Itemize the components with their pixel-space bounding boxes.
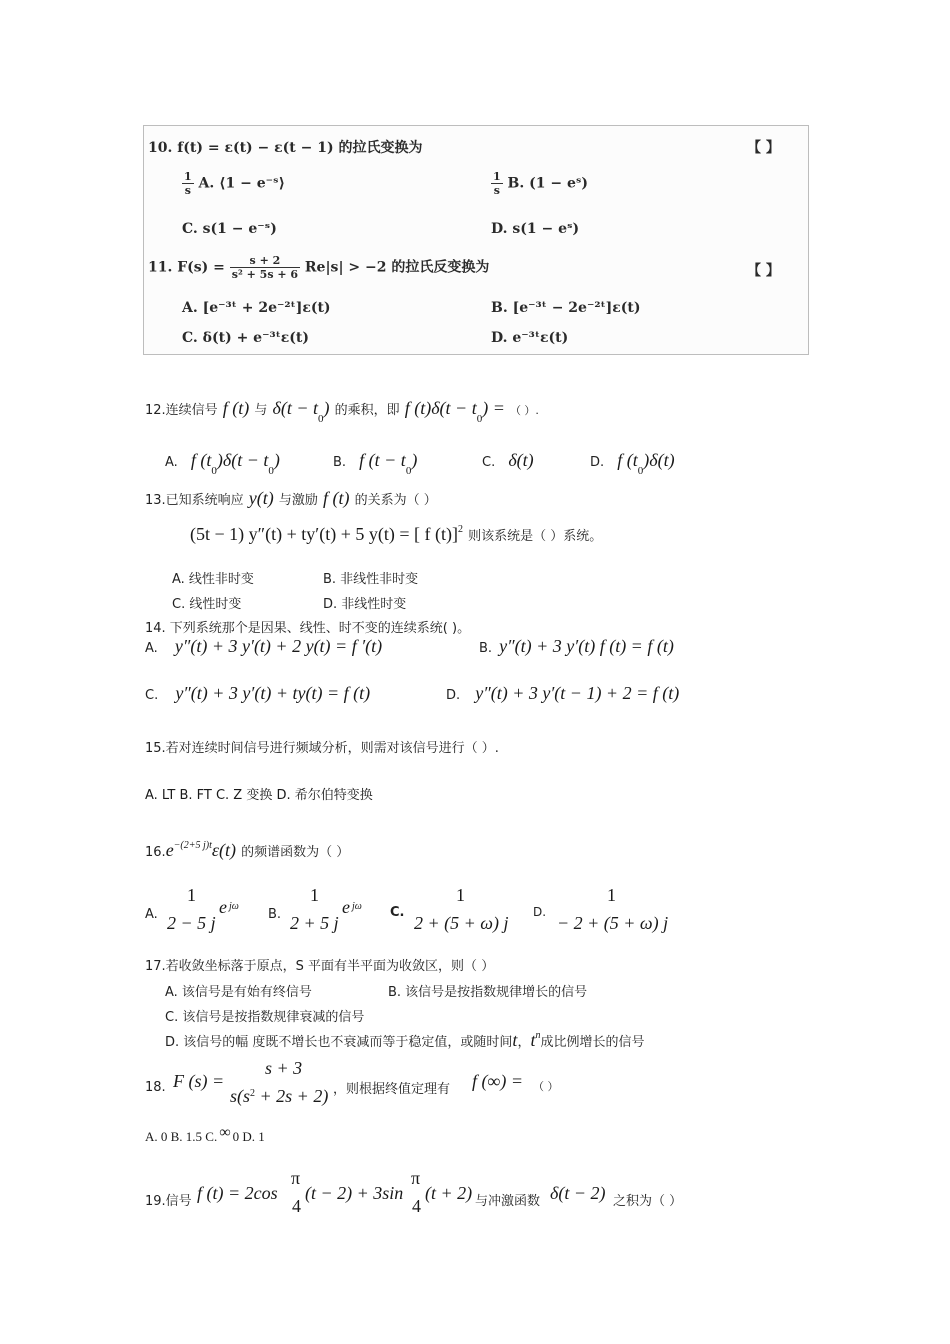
q13-option-d: D. 非线性时变: [323, 597, 407, 612]
q12-option-b: B. f $(t - t_0)$: [333, 450, 418, 477]
q12-option-c: C. δ(t): [482, 450, 534, 470]
q13-option-b: B. 非线性非时变: [323, 572, 419, 587]
q10-text: 10. f(t) = ε(t) − ε(t − 1) 的拉氏变换为: [148, 140, 423, 156]
q19-stem: 19.信号 f (t) = 2cos π 4 (t − 2) + 3sin π 4 (t + 2) 与冲激函数 δ(t − 2) 之积为（ ）: [145, 1168, 683, 1216]
q11-option-b: B. [e⁻³ᵗ − 2e⁻²ᵗ]ε(t): [491, 300, 641, 316]
q14-stem: 14. 下列系统那个是因果、线性、时不变的连续系统( )。: [145, 621, 471, 636]
q10-option-a: $\frac{1}{s}$ A. ⟨1 − e⁻ˢ⟩: [184, 170, 285, 197]
q11-option-a: A. [e⁻³ᵗ + 2e⁻²ᵗ]ε(t): [182, 300, 331, 316]
q11-answer-bracket: 【 】: [747, 263, 780, 279]
q12-stem: 12.连续信号 f (t) 与 $\delta(t - t_0)$ 的乘积，即 f $(t)\delta(t - t_0)$ = （ ）.: [145, 398, 539, 425]
q12-option-a: A. f $(t_0)\delta(t - t_0)$: [165, 450, 280, 477]
q14-option-b: B. y″(t) + 3 y′(t) f (t) = f (t): [479, 636, 674, 656]
q11-option-d: D. e⁻³ᵗε(t): [491, 330, 569, 346]
q16-stem: $16.e^{-(2+5 j)t}\varepsilon(t)$ 的频谱函数为（ ）: [145, 840, 350, 860]
q11-text: 11. F(s) = $\frac{s + 2}{\text{s² + 5s + 6}}$ Re|s| > −2 的拉氏反变换为: [148, 254, 490, 281]
q17-option-b: B. 该信号是按指数规律增长的信号: [388, 985, 588, 1000]
q13-stem: 13.已知系统响应 y(t) 与激励 f (t) 的关系为（ ）: [145, 488, 437, 508]
q17-option-d: D. 该信号的幅 度既不增长也不衰减而等于稳定值，或随时间t，$t^n$成比例增长的信号: [165, 1030, 645, 1050]
q18-options: A. 0 B. 1.5 C. ∞ 0 D. 1: [145, 1124, 265, 1144]
q13-option-c: C. 线性时变: [172, 597, 242, 612]
q15-stem: 15.若对连续时间信号进行频域分析，则需对该信号进行（ ）.: [145, 741, 499, 756]
q15-options: A. LT B. FT C. Z 变换 D. 希尔伯特变换: [145, 788, 373, 803]
q10-option-c: C. s(1 − e⁻ˢ): [182, 221, 277, 237]
q14-option-a: A. y″(t) + 3 y′(t) + 2 y(t) = f ′(t): [145, 636, 383, 656]
q18-stem: 18. F (s) = s + 3 $s(s^2 + 2s + 2)$ ，则根据终值定理有 f (∞) = （ ）: [145, 1058, 559, 1106]
q11-option-c: C. δ(t) + e⁻³ᵗε(t): [182, 330, 310, 346]
q17-stem: 17.若收敛坐标落于原点，S 平面有半平面为收敛区，则（ ）: [145, 959, 495, 974]
q13-equation: (5t − 1) y″(t) + ty′(t) + 5 y(t) = [ f (t)]$^2$ 则该系统是（ ）系统。: [190, 524, 603, 544]
q10-option-d: D. s(1 − eˢ): [491, 221, 580, 237]
q12-option-d: D. f $(t_0)\delta(t)$: [590, 450, 675, 477]
q14-option-c: C. y″(t) + 3 y′(t) + ty(t) = f (t): [145, 683, 371, 703]
q13-option-a: A. 线性非时变: [172, 572, 254, 587]
q17-option-c: C. 该信号是按指数规律衰减的信号: [165, 1010, 365, 1025]
q10-answer-bracket: 【 】: [747, 140, 780, 156]
scanned-question-box: [143, 125, 809, 355]
q14-option-d: D. y″(t) + 3 y′(t − 1) + 2 = f (t): [446, 683, 680, 703]
q10-option-b: $\frac{1}{s}$ B. (1 − eˢ): [493, 170, 589, 197]
q17-option-a: A. 该信号是有始有终信号: [165, 985, 312, 1000]
